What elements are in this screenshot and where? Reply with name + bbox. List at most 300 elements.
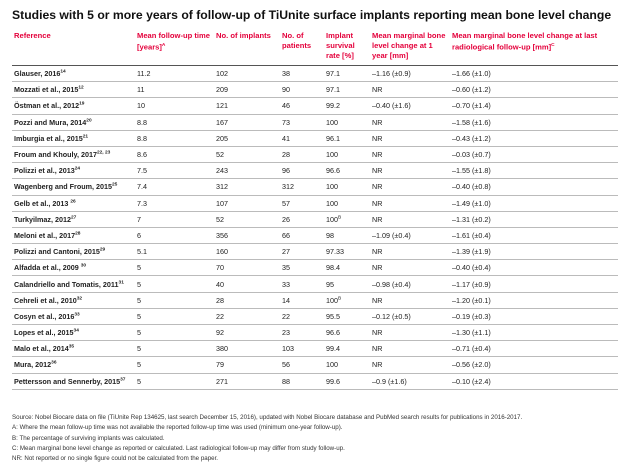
cell-surv [324, 146, 370, 162]
cell-text: 56 [282, 360, 290, 370]
footnotes [12, 413, 522, 464]
cell-last [450, 308, 618, 324]
cell-text: –0.98 (±0.4) [372, 279, 411, 289]
table-row [12, 130, 618, 146]
cell-ref [12, 82, 135, 98]
cell-pat [280, 130, 324, 146]
cell-text: 205 [216, 133, 228, 143]
cell-text: Turkyilmaz, 2012 [14, 214, 71, 224]
cell-y1 [370, 82, 450, 98]
cell-ref [12, 98, 135, 114]
reference-superscript: 33 [74, 312, 80, 318]
cell-ref [12, 357, 135, 373]
cell-text: –0.40 (±0.8) [452, 182, 491, 192]
cell-surv [324, 195, 370, 211]
cell-ref [12, 244, 135, 260]
cell-text: NR [372, 263, 383, 273]
cell-pat [280, 244, 324, 260]
cell-ref [12, 66, 135, 82]
cell-text: 5 [137, 328, 141, 338]
cell-text: NR [372, 214, 383, 224]
reference-superscript: 25 [111, 183, 118, 189]
cell-surv [324, 130, 370, 146]
reference-superscript: 35 [68, 344, 75, 350]
cell-fu [135, 114, 214, 130]
cell-surv [324, 66, 370, 82]
cell-imp [214, 163, 280, 179]
cell-text: 5 [137, 295, 141, 305]
cell-fu [135, 325, 214, 341]
cell-text: 100 [326, 198, 338, 208]
cell-text: Polizzi and Cantoni, 2015 [14, 247, 100, 257]
cell-last [450, 244, 618, 260]
cell-text: Glauser, 2016 [14, 69, 61, 79]
cell-fu [135, 98, 214, 114]
cell-pat [280, 82, 324, 98]
cell-pat [280, 163, 324, 179]
cell-pat [280, 341, 324, 357]
cell-last [450, 260, 618, 276]
cell-imp [214, 82, 280, 98]
reference-superscript: 36 [51, 361, 57, 367]
cell-surv [324, 308, 370, 324]
cell-ref [12, 227, 135, 243]
header-label: No. of implants [216, 31, 271, 40]
cell-text: 11 [137, 85, 145, 95]
cell-text: 97.33 [326, 247, 344, 257]
cell-fu [135, 308, 214, 324]
cell-text: 10 [137, 101, 145, 111]
cell-y1 [370, 211, 450, 227]
cell-surv [324, 163, 370, 179]
cell-pat [280, 373, 324, 389]
reference-superscript: B [338, 215, 342, 221]
cell-fu [135, 260, 214, 276]
cell-text: 28 [216, 295, 224, 305]
cell-surv [324, 227, 370, 243]
reference-superscript: 30 [80, 263, 87, 269]
header-label: Mean marginal bone level change at 1 year [mm] [372, 31, 446, 60]
table-row [12, 341, 618, 357]
cell-pat [280, 211, 324, 227]
reference-superscript: 22, 23 [96, 150, 111, 156]
cell-text: –1.66 (±1.0) [452, 69, 491, 79]
cell-text: 7.3 [137, 198, 147, 208]
cell-text: Östman et al., 2012 [14, 101, 80, 111]
footnote: NR: Not reported or no single figure could not be calculated from the paper. [12, 455, 219, 463]
cell-text: –1.30 (±1.1) [452, 328, 491, 338]
cell-pat [280, 357, 324, 373]
cell-y1 [370, 244, 450, 260]
cell-text: 209 [216, 85, 228, 95]
header-row [12, 28, 618, 66]
cell-imp [214, 244, 280, 260]
cell-last [450, 179, 618, 195]
cell-text: 356 [216, 230, 228, 240]
cell-surv [324, 341, 370, 357]
cell-text: 8.8 [137, 117, 147, 127]
reference-superscript: 24 [74, 166, 81, 172]
cell-text: Wagenberg and Froum, 2015 [14, 182, 112, 192]
cell-fu [135, 357, 214, 373]
table-row [12, 82, 618, 98]
cell-pat [280, 276, 324, 292]
cell-y1 [370, 357, 450, 373]
cell-text: 8.8 [137, 133, 147, 143]
cell-surv [324, 82, 370, 98]
table-row [12, 308, 618, 324]
cell-text: NR [372, 85, 383, 95]
cell-text: 38 [282, 69, 290, 79]
cell-text: 99.2 [326, 101, 340, 111]
cell-last [450, 227, 618, 243]
header-label: Mean follow-up time [years] [137, 31, 210, 52]
cell-imp [214, 146, 280, 162]
cell-imp [214, 227, 280, 243]
cell-text: 5 [137, 360, 141, 370]
cell-text: Calandriello and Tomatis, 2011 [14, 279, 119, 289]
footnote: A: Where the mean follow-up time was not available the reported follow-up time was used (minimum one-year follow-up). [12, 424, 343, 432]
reference-superscript: B [338, 296, 342, 302]
cell-text: 5 [137, 311, 141, 321]
cell-text: NR [372, 182, 383, 192]
cell-text: –0.12 (±0.5) [372, 311, 411, 321]
column-header [450, 28, 618, 66]
cell-text: NR [372, 360, 383, 370]
cell-text: 52 [216, 214, 224, 224]
table-row [12, 146, 618, 162]
cell-text: –0.70 (±1.4) [452, 101, 491, 111]
cell-last [450, 341, 618, 357]
cell-last [450, 66, 618, 82]
reference-superscript: 26 [70, 199, 76, 205]
cell-fu [135, 130, 214, 146]
reference-superscript: 37 [120, 377, 126, 383]
cell-last [450, 357, 618, 373]
cell-pat [280, 146, 324, 162]
cell-y1 [370, 163, 450, 179]
cell-text: 26 [282, 214, 290, 224]
cell-text: 7.5 [137, 166, 147, 176]
cell-surv [324, 98, 370, 114]
table-row [12, 211, 618, 227]
cell-text: NR [372, 247, 383, 257]
cell-ref [12, 179, 135, 195]
cell-pat [280, 98, 324, 114]
cell-text: 100 [326, 295, 338, 305]
cell-ref [12, 195, 135, 211]
cell-text: 95 [326, 279, 334, 289]
reference-superscript: 20 [86, 118, 92, 124]
cell-text: NR [372, 344, 383, 354]
cell-fu [135, 82, 214, 98]
cell-text: 312 [216, 182, 228, 192]
cell-ref [12, 211, 135, 227]
cell-text: –0.03 (±0.7) [452, 150, 491, 160]
cell-surv [324, 260, 370, 276]
cell-last [450, 146, 618, 162]
cell-text: 33 [282, 279, 290, 289]
cell-text: 98.4 [326, 263, 340, 273]
cell-text: NR [372, 295, 383, 305]
cell-y1 [370, 373, 450, 389]
cell-text: –1.16 (±0.9) [372, 69, 411, 79]
cell-text: 35 [282, 263, 290, 273]
cell-imp [214, 114, 280, 130]
cell-text: 73 [282, 117, 290, 127]
cell-imp [214, 130, 280, 146]
column-header [12, 28, 135, 66]
table-row [12, 325, 618, 341]
footnote: Source: Nobel Biocare data on file (TiUnite Rep 134625, last search December 15, 2016), updated with Nobel Biocare database and PubMed search results for publications in 2016-2017. [12, 414, 523, 421]
cell-text: 41 [282, 133, 290, 143]
cell-text: 95.5 [326, 311, 340, 321]
header-label: No. of patients [282, 31, 312, 50]
cell-y1 [370, 227, 450, 243]
reference-superscript: 31 [118, 280, 124, 286]
reference-superscript: 32 [76, 296, 83, 302]
cell-text: 46 [282, 101, 290, 111]
cell-text: 99.4 [326, 344, 340, 354]
cell-last [450, 325, 618, 341]
cell-text: Meloni et al., 2017 [14, 230, 76, 240]
cell-imp [214, 195, 280, 211]
cell-text: 96.6 [326, 328, 340, 338]
header-label: Implant survival rate [%] [326, 31, 355, 60]
cell-fu [135, 276, 214, 292]
cell-text: 121 [216, 101, 228, 111]
cell-fu [135, 66, 214, 82]
cell-text: –1.49 (±1.0) [452, 198, 491, 208]
footnote-marker: A [161, 43, 166, 48]
cell-text: NR [372, 133, 383, 143]
cell-text: –0.60 (±1.2) [452, 85, 491, 95]
column-header [280, 28, 324, 66]
cell-text: 28 [282, 150, 290, 160]
cell-fu [135, 292, 214, 308]
cell-last [450, 373, 618, 389]
cell-text: –1.09 (±0.4) [372, 230, 411, 240]
cell-text: 5 [137, 376, 141, 386]
cell-text: 22 [282, 311, 290, 321]
cell-pat [280, 114, 324, 130]
cell-ref [12, 325, 135, 341]
cell-text: –0.43 (±1.2) [452, 133, 491, 143]
table-row [12, 66, 618, 82]
cell-imp [214, 66, 280, 82]
cell-text: 92 [216, 328, 224, 338]
cell-y1 [370, 276, 450, 292]
table-row [12, 292, 618, 308]
table-row [12, 227, 618, 243]
cell-text: 7.4 [137, 182, 147, 192]
column-header [324, 28, 370, 66]
cell-imp [214, 325, 280, 341]
table-row [12, 260, 618, 276]
cell-ref [12, 130, 135, 146]
column-header [370, 28, 450, 66]
cell-text: Imburgia et al., 2015 [14, 133, 83, 143]
cell-text: 167 [216, 117, 228, 127]
cell-text: –0.56 (±2.0) [452, 360, 491, 370]
cell-text: 14 [282, 295, 290, 305]
cell-last [450, 130, 618, 146]
table-row [12, 373, 618, 389]
reference-superscript: 21 [82, 134, 89, 140]
reference-superscript: 12 [78, 85, 84, 91]
cell-text: 100 [326, 117, 338, 127]
cell-y1 [370, 341, 450, 357]
cell-text: 107 [216, 198, 228, 208]
footnote: B: The percentage of surviving implants was calculated. [12, 434, 165, 442]
cell-fu [135, 195, 214, 211]
cell-imp [214, 276, 280, 292]
table-row [12, 163, 618, 179]
cell-surv [324, 357, 370, 373]
cell-y1 [370, 325, 450, 341]
cell-y1 [370, 308, 450, 324]
cell-ref [12, 292, 135, 308]
column-header [214, 28, 280, 66]
cell-text: 102 [216, 69, 228, 79]
table-row [12, 179, 618, 195]
cell-text: 5 [137, 279, 141, 289]
cell-last [450, 292, 618, 308]
cell-last [450, 82, 618, 98]
cell-imp [214, 260, 280, 276]
cell-text: Pozzi and Mura, 2014 [14, 117, 87, 127]
cell-pat [280, 325, 324, 341]
cell-text: Cosyn et al., 2016 [14, 311, 75, 321]
cell-text: 22 [216, 311, 224, 321]
cell-y1 [370, 195, 450, 211]
table-row [12, 114, 618, 130]
cell-text: 99.6 [326, 376, 340, 386]
cell-fu [135, 373, 214, 389]
reference-superscript: 14 [60, 69, 66, 75]
cell-text: 66 [282, 230, 290, 240]
cell-text: 6 [137, 230, 141, 240]
cell-surv [324, 179, 370, 195]
cell-pat [280, 292, 324, 308]
cell-last [450, 276, 618, 292]
cell-text: NR [372, 328, 383, 338]
table-row [12, 98, 618, 114]
cell-text: Lopes et al., 2015 [14, 328, 74, 338]
cell-fu [135, 179, 214, 195]
cell-text: –0.10 (±2.4) [452, 376, 491, 386]
cell-surv [324, 244, 370, 260]
cell-text: 57 [282, 198, 290, 208]
studies-table [12, 28, 618, 390]
cell-text: 79 [216, 360, 224, 370]
cell-pat [280, 260, 324, 276]
table-row [12, 276, 618, 292]
cell-text: –0.40 (±1.6) [372, 101, 411, 111]
cell-y1 [370, 179, 450, 195]
footnote: C: Mean marginal bone level change as reported or calculated. Last radiological follow-up may differ from study follow-up. [12, 444, 345, 452]
cell-ref [12, 276, 135, 292]
table-title: Studies with 5 or more years of follow-up of TiUnite surface implants reporting mean bone level change [12, 8, 612, 22]
cell-text: 5 [137, 344, 141, 354]
cell-imp [214, 308, 280, 324]
cell-text: 52 [216, 150, 224, 160]
cell-text: –1.55 (±1.8) [452, 166, 491, 176]
cell-text: 100 [326, 360, 338, 370]
cell-text: 90 [282, 85, 290, 95]
cell-text: 103 [282, 344, 294, 354]
cell-ref [12, 373, 135, 389]
cell-text: –0.9 (±1.6) [372, 376, 407, 386]
cell-ref [12, 163, 135, 179]
cell-last [450, 98, 618, 114]
cell-text: Pettersson and Sennerby, 2015 [14, 376, 121, 386]
cell-text: 23 [282, 328, 290, 338]
cell-text: Polizzi et al., 2013 [14, 166, 75, 176]
cell-text: 98 [326, 230, 334, 240]
cell-y1 [370, 66, 450, 82]
cell-surv [324, 373, 370, 389]
cell-imp [214, 357, 280, 373]
cell-last [450, 211, 618, 227]
cell-text: 40 [216, 279, 224, 289]
cell-text: –1.61 (±0.4) [452, 230, 491, 240]
cell-text: Malo et al., 2014 [14, 344, 69, 354]
reference-superscript: 29 [99, 247, 106, 253]
cell-y1 [370, 98, 450, 114]
footnote-marker: C [551, 43, 555, 48]
cell-imp [214, 341, 280, 357]
cell-pat [280, 195, 324, 211]
cell-last [450, 195, 618, 211]
cell-text: 70 [216, 263, 224, 273]
cell-text: 243 [216, 166, 228, 176]
cell-text: NR [372, 150, 383, 160]
cell-fu [135, 211, 214, 227]
table-row [12, 357, 618, 373]
cell-ref [12, 308, 135, 324]
column-header [135, 28, 214, 66]
cell-fu [135, 244, 214, 260]
cell-text: Mozzati et al., 2015 [14, 85, 79, 95]
cell-imp [214, 98, 280, 114]
cell-surv [324, 114, 370, 130]
cell-ref [12, 114, 135, 130]
cell-surv [324, 325, 370, 341]
cell-text: 97.1 [326, 69, 340, 79]
cell-surv [324, 211, 370, 227]
cell-text: 380 [216, 344, 228, 354]
cell-pat [280, 66, 324, 82]
cell-pat [280, 179, 324, 195]
cell-text: 96.1 [326, 133, 340, 143]
cell-y1 [370, 146, 450, 162]
cell-text: 96.6 [326, 166, 340, 176]
reference-superscript: 19 [79, 102, 85, 108]
cell-text: –0.40 (±0.4) [452, 263, 491, 273]
cell-text: 8.6 [137, 150, 147, 160]
cell-ref [12, 146, 135, 162]
cell-text: 312 [282, 182, 294, 192]
cell-text: –0.19 (±0.3) [452, 311, 491, 321]
cell-text: Mura, 2012 [14, 360, 52, 370]
cell-text: –1.17 (±0.9) [452, 279, 491, 289]
cell-text: 5.1 [137, 247, 147, 257]
cell-text: NR [372, 117, 383, 127]
cell-y1 [370, 292, 450, 308]
cell-text: –1.20 (±0.1) [452, 295, 491, 305]
reference-superscript: 27 [71, 215, 77, 221]
